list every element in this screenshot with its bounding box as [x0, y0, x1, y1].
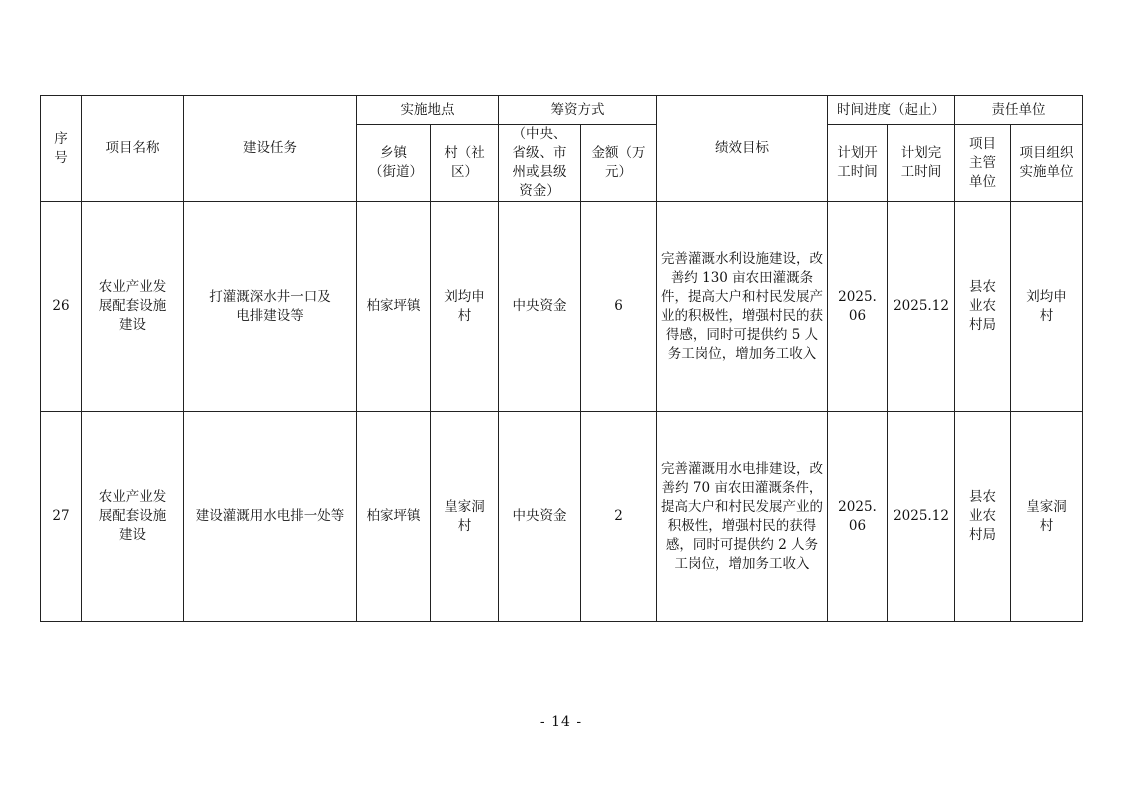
header-town: 乡镇（街道）	[357, 125, 431, 202]
cell-village: 刘均申村	[431, 202, 499, 412]
header-location: 实施地点	[357, 96, 499, 125]
page-number: - 14 -	[539, 714, 583, 730]
header-implementer: 项目组织实施单位	[1011, 125, 1083, 202]
header-start: 计划开工时间	[828, 125, 888, 202]
cell-town: 柏家坪镇	[357, 412, 431, 622]
header-manager: 项目主管单位	[955, 125, 1011, 202]
cell-town: 柏家坪镇	[357, 202, 431, 412]
cell-implementer: 刘均申村	[1011, 202, 1083, 412]
header-schedule: 时间进度（起止）	[828, 96, 955, 125]
cell-goal: 完善灌溉用水电排建设，改善约 70 亩农田灌溉条件，提高大户和村民发展产业的积极性，增强村民的获得感，同时可提供约 2 人务工岗位，增加务工收入	[657, 412, 828, 622]
cell-fund-source: 中央资金	[499, 412, 581, 622]
header-goal: 绩效目标	[657, 96, 828, 202]
cell-task: 打灌溉深水井一口及电排建设等	[184, 202, 357, 412]
cell-fund-source: 中央资金	[499, 202, 581, 412]
cell-start: 2025.06	[828, 412, 888, 622]
header-fund-source: （中央、省级、市州或县级资金）	[499, 125, 581, 202]
cell-implementer: 皇家洞村	[1011, 412, 1083, 622]
cell-amount: 2	[581, 412, 657, 622]
cell-task: 建设灌溉用水电排一处等	[184, 412, 357, 622]
cell-manager: 县农业农村局	[955, 412, 1011, 622]
table-row	[41, 412, 1083, 622]
cell-seq: 27	[41, 412, 82, 622]
cell-end: 2025.12	[888, 412, 955, 622]
project-table	[40, 95, 1083, 622]
cell-name: 农业产业发展配套设施建设	[82, 202, 184, 412]
header-seq: 序号	[41, 96, 82, 202]
header-funding: 筹资方式	[499, 96, 657, 125]
cell-amount: 6	[581, 202, 657, 412]
header-end: 计划完工时间	[888, 125, 955, 202]
cell-manager: 县农业农村局	[955, 202, 1011, 412]
header-responsible: 责任单位	[955, 96, 1083, 125]
cell-goal: 完善灌溉水利设施建设，改善约 130 亩农田灌溉条件，提高大户和村民发展产业的积极性，增强村民的获得感，同时可提供约 5 人务工岗位，增加务工收入	[657, 202, 828, 412]
header-row-1	[41, 96, 1083, 125]
header-task: 建设任务	[184, 96, 357, 202]
cell-seq: 26	[41, 202, 82, 412]
cell-name: 农业产业发展配套设施建设	[82, 412, 184, 622]
cell-start: 2025.06	[828, 202, 888, 412]
header-amount: 金额（万元）	[581, 125, 657, 202]
header-name: 项目名称	[82, 96, 184, 202]
table-row	[41, 202, 1083, 412]
header-village: 村（社区）	[431, 125, 499, 202]
cell-end: 2025.12	[888, 202, 955, 412]
cell-village: 皇家洞村	[431, 412, 499, 622]
